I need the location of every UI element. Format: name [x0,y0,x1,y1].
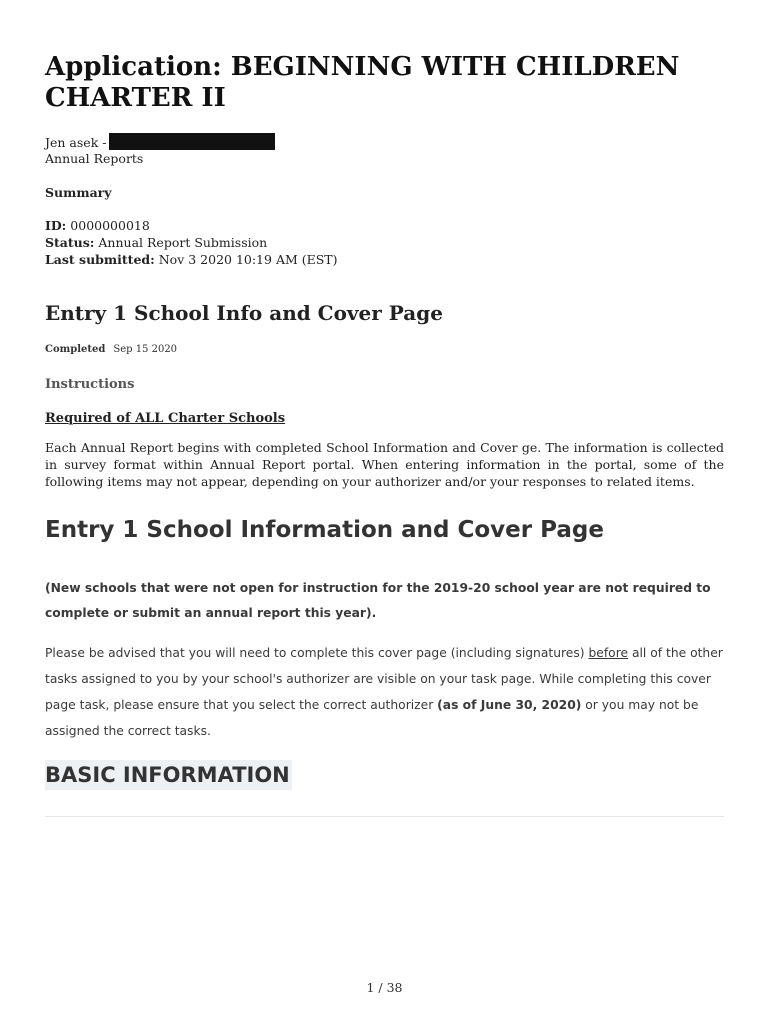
entry-heading: Entry 1 School Info and Cover Page [45,301,443,325]
advisory-paragraph [45,640,724,744]
advisory-underlined-before: before [588,646,629,660]
new-schools-note: (New schools that were not open for instruction for the 2019-20 school year are not required to complete or submit an annual report this year). [45,581,711,620]
completed-date: Sep 15 2020 [113,344,178,355]
advisory-text-part1: Please be advised that you will need to complete this cover page (including signatures) [45,646,589,660]
required-label: Required of ALL Charter Schools [45,411,286,426]
status-label: Status: [45,235,95,250]
advisory-text-part3: or you may not be assigned the correct tasks. [45,698,699,738]
summary-label: Summary [45,185,112,200]
advisory-bold-date: (as of June 30, 2020) [437,698,582,712]
redaction-bar [109,133,275,150]
instructions-label: Instructions [45,377,135,392]
completion-status [45,343,177,357]
document-page [45,0,724,1024]
id-row [45,217,150,234]
basic-information-heading: BASIC INFORMATION [45,760,292,790]
last-submitted-value: Nov 3 2020 10:19 AM (EST) [158,252,338,267]
completed-label: Completed [45,344,106,355]
section-divider [45,816,724,817]
page-number: 1 / 38 [366,980,403,995]
instructions-paragraph: Each Annual Report begins with completed School Information and Cover ge. The information is collected in survey format within Annual Report portal. When entering information in the portal, some of the following items may not appear, depending on your authorizer and/or your responses to related items. [45,440,724,489]
id-label: ID: [45,218,67,233]
advisory-text-part2: all of the other tasks assigned to you by your school's authorizer are visible on your task page. While completing this cover page task, please ensure that you select the correct authorizer [45,646,723,712]
status-value: Annual Report Submission [98,235,268,250]
author-line [45,133,275,151]
last-submitted-label: Last submitted: [45,252,155,267]
report-category: Annual Reports [45,151,144,166]
application-title: Application: BEGINNING WITH CHILDREN CHARTER II [45,52,680,113]
author-name: Jen asek - [45,135,107,150]
last-submitted-row [45,251,338,268]
status-row [45,234,267,251]
id-value: 0000000018 [70,218,150,233]
section-heading: Entry 1 School Information and Cover Page [45,517,604,543]
